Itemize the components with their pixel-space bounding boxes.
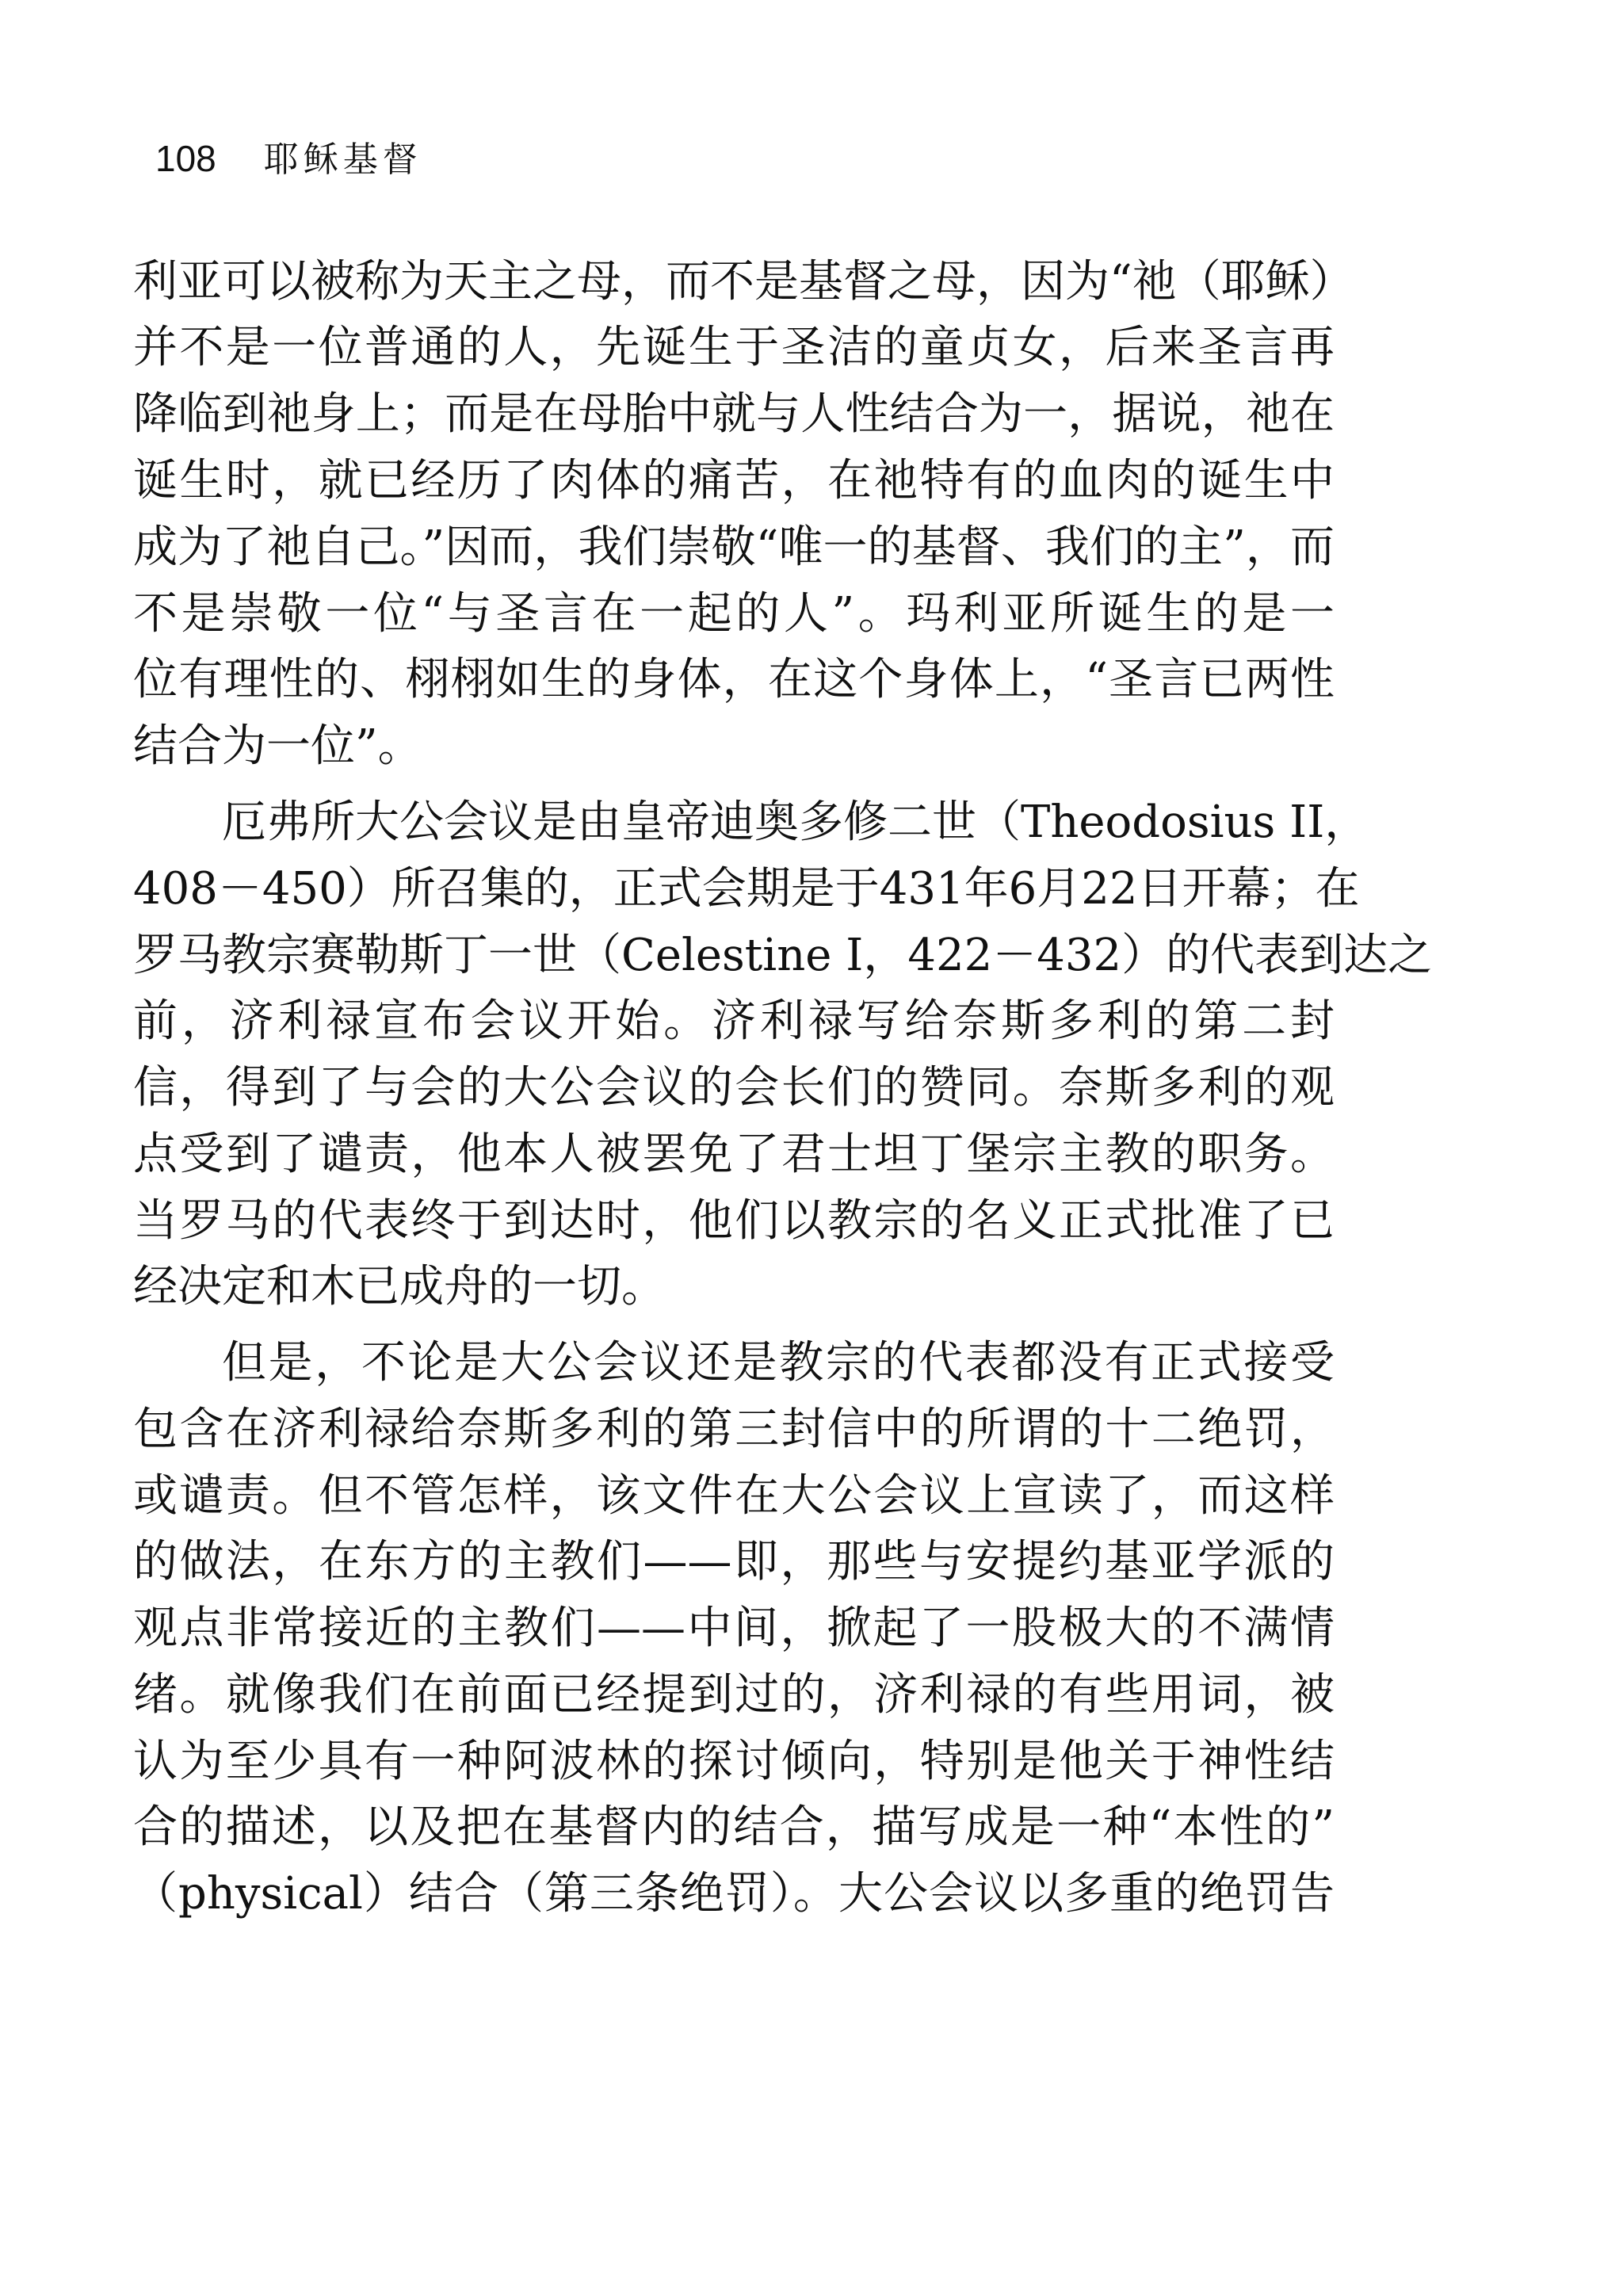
running-title: 耶稣基督 bbox=[263, 139, 422, 180]
text-line: 诞生时，就已经历了肉体的痛苦，在祂特有的血肉的诞生中 bbox=[133, 455, 1335, 506]
text-line: 的做法，在东方的主教们——即，那些与安提约基亚学派的 bbox=[133, 1536, 1335, 1587]
text-line: 前，济利禄宣布会议开始。济利禄写给奈斯多利的第二封 bbox=[133, 995, 1335, 1047]
text-line: 利亚可以被称为天主之母，而不是基督之母，因为“祂（耶稣） bbox=[133, 256, 1354, 308]
text-line: 经决定和木已成舟的一切。 bbox=[133, 1261, 666, 1312]
text-line: 绪。就像我们在前面已经提到过的，济利禄的有些用词，被 bbox=[133, 1669, 1335, 1721]
text-line: 降临到祂身上；而是在母胎中就与人性结合为一，据说，祂在 bbox=[133, 388, 1335, 440]
text-line: 并不是一位普通的人，先诞生于圣洁的童贞女，后来圣言再 bbox=[133, 322, 1335, 373]
text-line: 观点非常接近的主教们——中间，掀起了一股极大的不满情 bbox=[133, 1603, 1335, 1654]
text-line: 不是崇敬一位“与圣言在一起的人”。玛利亚所诞生的是一 bbox=[133, 588, 1335, 640]
text-line: 或谴责。但不管怎样，该文件在大公会议上宣读了，而这样 bbox=[133, 1470, 1335, 1522]
text-line: 结合为一位”。 bbox=[133, 720, 422, 772]
text-line: 厄弗所大公会议是由皇帝迪奥多修二世（Theodosius II， bbox=[222, 797, 1369, 848]
text-line: 408－450）所召集的，正式会期是于431年6月22日开幕；在 bbox=[133, 863, 1360, 915]
page-number: 108 bbox=[155, 138, 216, 179]
text-line: 当罗马的代表终于到达时，他们以教宗的名义正式批准了已 bbox=[133, 1195, 1335, 1247]
text-line: 认为至少具有一种阿波林的探讨倾向，特别是他关于神性结 bbox=[133, 1736, 1335, 1787]
text-line: 位有理性的、栩栩如生的身体，在这个身体上，“圣言已两性 bbox=[133, 654, 1335, 705]
running-header bbox=[155, 135, 422, 184]
text-line: 信，得到了与会的大公会议的会长们的赞同。奈斯多利的观 bbox=[133, 1062, 1335, 1114]
text-line: 罗马教宗赛勒斯丁一世（Celestine I，422－432）的代表到达之 bbox=[133, 930, 1433, 981]
text-line: （physical）结合（第三条绝罚）。大公会议以多重的绝罚告 bbox=[133, 1868, 1335, 1920]
text-line: 合的描述，以及把在基督内的结合，描写成是一种“本性的” bbox=[133, 1801, 1335, 1853]
text-line: 包含在济利禄给奈斯多利的第三封信中的所谓的十二绝罚， bbox=[133, 1404, 1335, 1455]
text-line: 点受到了谴责，他本人被罢免了君士坦丁堡宗主教的职务。 bbox=[133, 1129, 1335, 1180]
text-line: 成为了祂自己。”因而，我们崇敬“唯一的基督、我们的主”，而 bbox=[133, 521, 1335, 573]
text-line: 但是，不论是大公会议还是教宗的代表都没有正式接受 bbox=[222, 1337, 1335, 1389]
